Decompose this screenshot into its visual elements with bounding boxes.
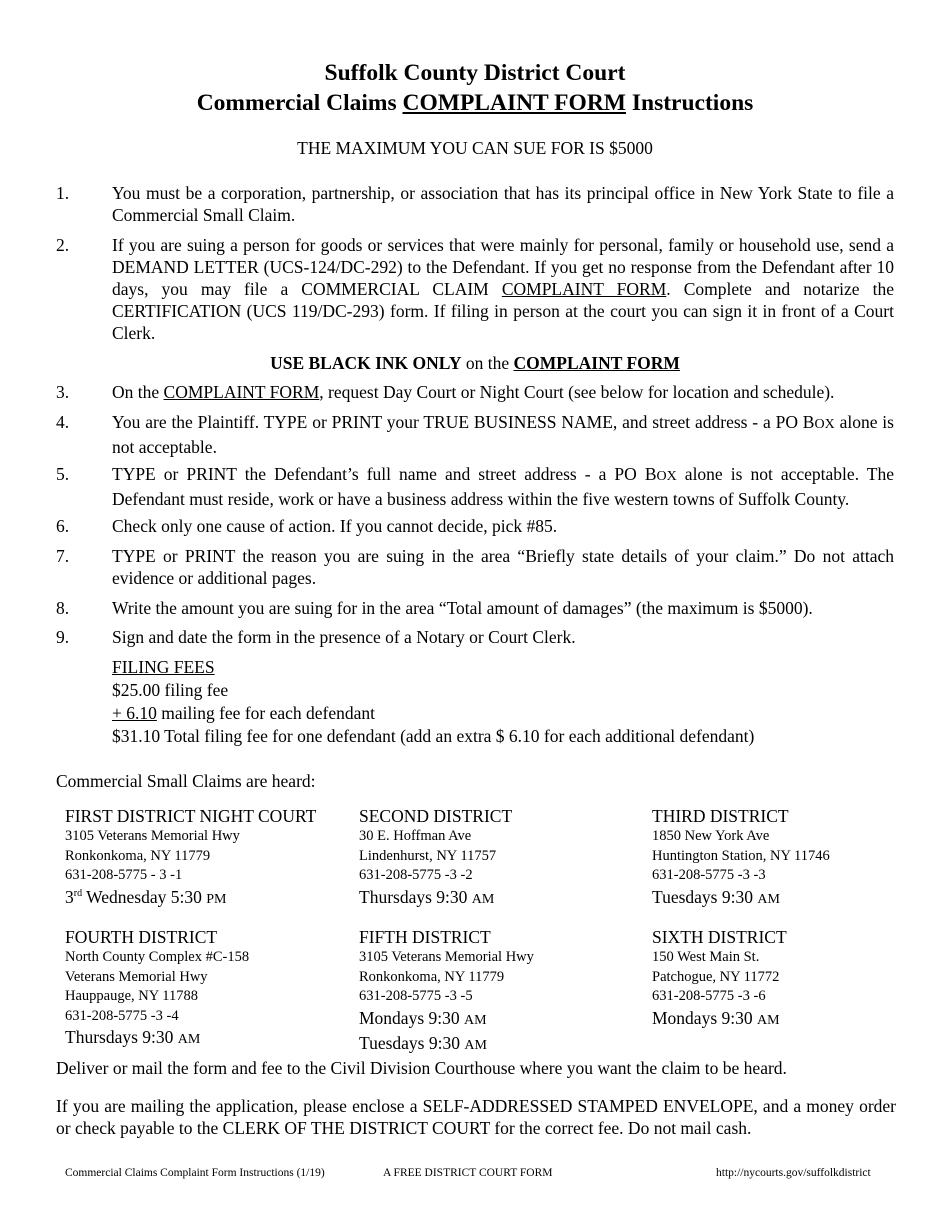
footer-form-id: Commercial Claims Complaint Form Instructions (1/19)	[65, 1167, 325, 1179]
district-fifth	[359, 926, 649, 1057]
district-name: FIRST DISTRICT NIGHT COURT	[65, 806, 317, 826]
title-prefix: Commercial Claims	[196, 90, 397, 116]
district-name: FIFTH DISTRICT	[359, 927, 491, 947]
page-subtitle-title	[0, 88, 950, 118]
district-second	[359, 805, 649, 911]
item-text: Check only one cause of action. If you cannot decide, pick #85.	[112, 516, 558, 536]
district-city: Lindenhurst, NY 11757	[359, 847, 497, 864]
item-text: TYPE or PRINT the Defendant’s full name and street address - a PO BOX alone is not acceptable. The Defendant must reside, work or have a business address within the five western towns of Suffolk County.	[112, 464, 894, 509]
district-sixth	[652, 926, 942, 1032]
district-city: Ronkonkoma, NY 11779	[359, 968, 505, 985]
district-address: North County Complex #C-158	[65, 949, 250, 965]
item-text: Write the amount you are suing for in the area “Total amount of damages” (the maximum is $5000).	[112, 598, 813, 618]
district-city: Ronkonkoma, NY 11779	[65, 847, 211, 864]
fee-line: + 6.10 mailing fee for each defendant	[112, 703, 376, 723]
district-phone: 631-208-5775 -3 -2	[359, 867, 473, 883]
footer-url: http://nycourts.gov/suffolkdistrict	[716, 1167, 871, 1179]
district-name: FOURTH DISTRICT	[65, 927, 218, 947]
district-schedule: Mondays 9:30 AM	[359, 1007, 487, 1028]
district-name: THIRD DISTRICT	[652, 806, 789, 826]
item-number: 8.	[56, 598, 70, 618]
district-schedule: Mondays 9:30 AM	[652, 1007, 780, 1028]
district-address: 150 West Main St.	[652, 949, 760, 965]
item-text: TYPE or PRINT the reason you are suing in the area “Briefly state details of your claim.” Do not attach evidence or additional pages.	[112, 546, 894, 588]
district-first	[65, 805, 355, 911]
district-address: 1850 New York Ave	[652, 828, 770, 844]
item-number: 9.	[56, 627, 70, 647]
fee-line: $25.00 filing fee	[112, 680, 229, 700]
district-name: SIXTH DISTRICT	[652, 927, 787, 947]
deliver-instructions: Deliver or mail the form and fee to the Civil Division Courthouse where you want the claim to be heard.	[56, 1058, 787, 1078]
black-ink-notice: USE BLACK INK ONLY on the COMPLAINT FORM	[270, 353, 680, 373]
item-text: You are the Plaintiff. TYPE or PRINT your TRUE BUSINESS NAME, and street address - a PO BOX alone is not acceptable.	[112, 412, 894, 457]
item-text: If you are suing a person for goods or services that were mainly for personal, family or household use, send a DEMAND LETTER (UCS-124/DC-292) to the Defendant. If you get no response from the Defendant after 10 days, you may file a COMMERCIAL CLAIM COMPLAINT FORM. Complete and notarize the CERTIFICATION (UCS 119/DC-293) form. If filing in person at the court you can sign it in front of a Court Clerk.	[112, 235, 895, 343]
filing-fees	[112, 656, 754, 748]
district-phone: 631-208-5775 -3 -3	[652, 867, 766, 883]
district-schedule: 3rd Wednesday 5:30 PM	[65, 886, 227, 907]
district-fourth	[65, 926, 355, 1051]
page-title: Suffolk County District Court	[324, 60, 626, 86]
fees-heading: FILING FEES	[112, 657, 215, 677]
district-city: Hauppauge, NY 11788	[65, 988, 199, 1004]
district-phone: 631-208-5775 -3 -5	[359, 988, 473, 1004]
item-text: On the COMPLAINT FORM, request Day Court or Night Court (see below for location and schedule).	[112, 382, 835, 402]
item-text: Sign and date the form in the presence of a Notary or Court Clerk.	[112, 627, 576, 647]
district-phone: 631-208-5775 -3 -6	[652, 988, 766, 1004]
district-phone: 631-208-5775 -3 -4	[65, 1007, 179, 1024]
district-address: 3105 Veterans Memorial Hwy	[65, 828, 240, 844]
max-amount-notice: THE MAXIMUM YOU CAN SUE FOR IS $5000	[297, 138, 653, 158]
item-number: 1.	[56, 183, 70, 203]
district-city: Patchogue, NY 11772	[652, 968, 780, 985]
item-number: 3.	[56, 382, 70, 402]
item-number: 7.	[56, 546, 70, 566]
title-underlined: COMPLAINT FORM	[402, 90, 626, 116]
heard-label: Commercial Small Claims are heard:	[56, 771, 316, 791]
item-number: 6.	[56, 516, 70, 536]
footer-free-form: A FREE DISTRICT COURT FORM	[383, 1167, 553, 1179]
district-city: Huntington Station, NY 11746	[652, 847, 830, 864]
title-suffix: Instructions	[631, 90, 754, 116]
district-schedule: Thursdays 9:30 AM	[359, 886, 495, 907]
district-address: 3105 Veterans Memorial Hwy	[359, 949, 534, 965]
district-schedule-2: Tuesdays 9:30 AM	[359, 1032, 487, 1053]
district-schedule: Tuesdays 9:30 AM	[652, 886, 780, 907]
district-name: SECOND DISTRICT	[359, 806, 513, 826]
item-number: 4.	[56, 412, 70, 432]
fee-total-line: $31.10 Total filing fee for one defendant (add an extra $ 6.10 for each additional defendant)	[112, 726, 755, 746]
district-address-2: Veterans Memorial Hwy	[65, 968, 208, 985]
item-number: 5.	[56, 464, 70, 484]
item-number: 2.	[56, 235, 70, 255]
item-text: You must be a corporation, partnership, or association that has its principal office in New York State to file a Commercial Small Claim.	[112, 183, 894, 225]
district-phone: 631-208-5775 - 3 -1	[65, 867, 183, 883]
mailing-instructions: If you are mailing the application, please enclose a SELF-ADDRESSED STAMPED ENVELOPE, and a money order or check payable to the CLERK OF THE DISTRICT COURT for the correct fee. Do not mail cash.	[56, 1096, 896, 1138]
district-third	[652, 805, 942, 911]
district-address: 30 E. Hoffman Ave	[359, 828, 472, 844]
district-schedule: Thursdays 9:30 AM	[65, 1027, 201, 1047]
